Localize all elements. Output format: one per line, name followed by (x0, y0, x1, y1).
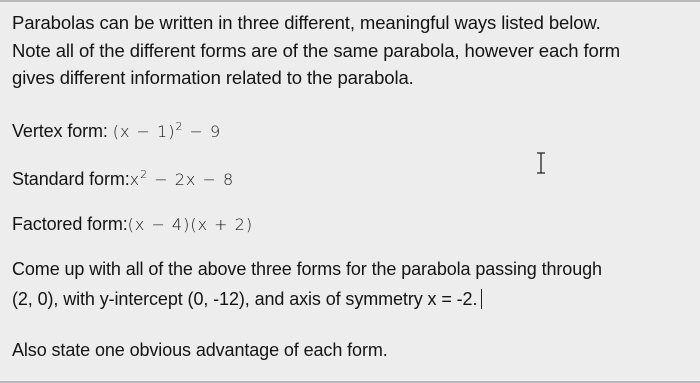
intro-line-3: gives different information related to the parabola. (12, 67, 414, 88)
prompt-line-2: (2, 0), with y-intercept (0, -12), and axis of symmetry x = -2. (12, 288, 482, 310)
vertex-form-label: Vertex form: (12, 121, 113, 141)
intro-line-2: Note all of the different forms are of the same parabola, however each form (12, 40, 621, 61)
standard-form-label: Standard form: (12, 169, 130, 189)
standard-form-expression: $x^2 - 2x - 8$ (129, 168, 235, 189)
standard-form-line (12, 168, 234, 191)
text-cursor-icon (536, 152, 546, 174)
vertex-form-line (12, 120, 221, 143)
text-caret[interactable] (481, 289, 482, 309)
factored-form-line (12, 213, 253, 236)
closing-line: Also state one obvious advantage of each form. (12, 340, 388, 360)
factored-form-label: Factored form: (12, 214, 128, 234)
intro-line-1: Parabolas can be written in three different, meaningful ways listed below. (12, 12, 601, 33)
vertex-form-expression: $(x - 1)^2 - 9$ (112, 120, 222, 141)
prompt-line-1: Come up with all of the above three forms for the parabola passing through (12, 259, 602, 279)
factored-form-expression: (x − 4)(x + 2) (127, 215, 254, 234)
